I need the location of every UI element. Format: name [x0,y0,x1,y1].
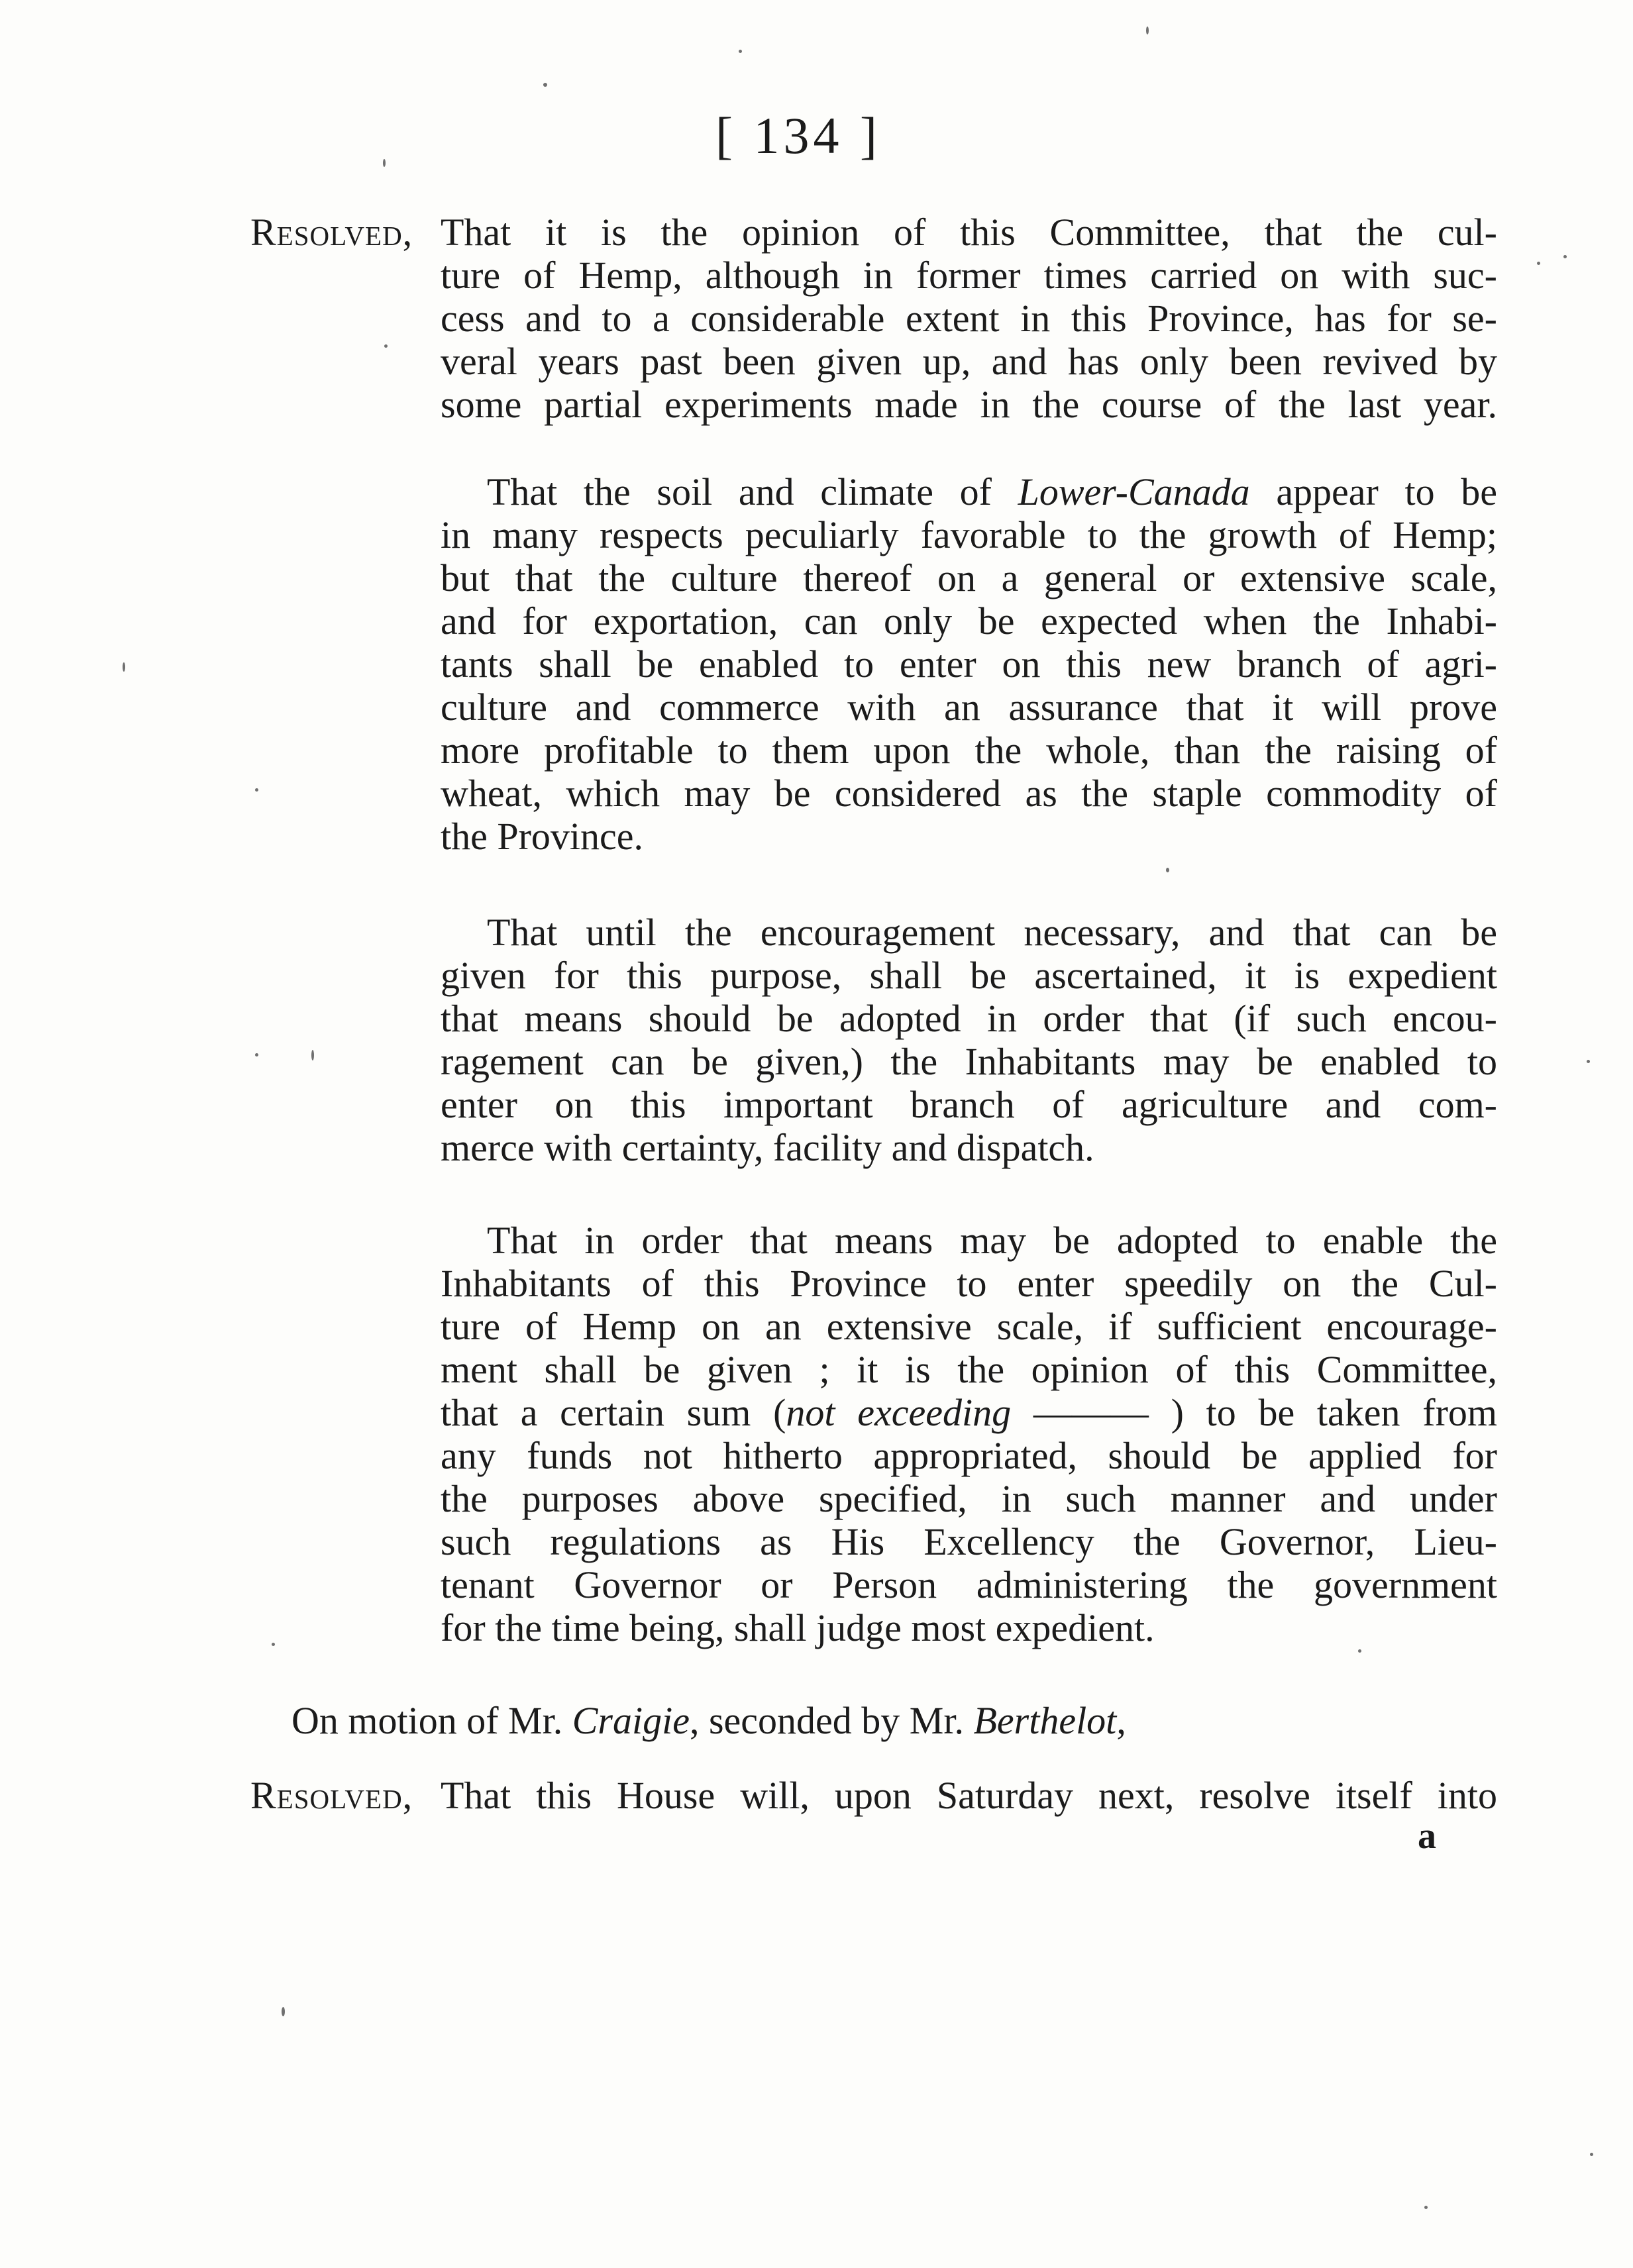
scan-speck [1537,262,1540,265]
text-line: wheat, which may be considered as the staple commodity of [441,772,1497,815]
scan-speck [1587,1060,1590,1063]
text-line: for the time being, shall judge most expedient. [441,1606,1155,1649]
text-line: in many respects peculiarly favorable to the growth of Hemp; [441,513,1497,556]
scan-speck [543,83,547,87]
text-line [291,1699,1497,1742]
scan-speck [311,1050,314,1060]
text-run: appear to be [1249,470,1498,513]
member-name: Craigie [572,1699,690,1742]
text-line: That this House will, upon Saturday next, resolve itself into [441,1774,1497,1817]
page-number: [ 134 ] [715,107,881,164]
text-line: that means should be adopted in order that (if such encou- [441,997,1497,1040]
text-line: but that the culture thereof on a general or extensive scale, [441,556,1497,599]
text-line: such regulations as His Excellency the Governor, Lieu- [441,1520,1497,1563]
text-line: more profitable to them upon the whole, than the raising of [441,729,1497,772]
text-line: any funds not hitherto appropriated, should be applied for [441,1434,1497,1477]
text-line: ture of Hemp on an extensive scale, if sufficient encourage- [441,1305,1497,1348]
resolution-paragraph-3 [441,911,1497,1169]
scan-speck [1358,1649,1361,1653]
scan-speck [255,788,258,792]
text-run: , seconded by Mr. [689,1699,974,1742]
resolution-paragraph-2 [441,470,1497,858]
text-line: culture and commerce with an assurance that it will prove [441,686,1497,729]
scan-speck [384,344,388,348]
scan-speck [123,662,125,672]
text-line: veral years past been given up, and has only been revived by [441,340,1497,383]
scan-speck [739,50,742,53]
scan-speck [1146,26,1149,34]
text-line: the purposes above specified, in such manner and under [441,1477,1497,1520]
member-name: Berthelot [973,1699,1117,1742]
place-name: Lower-Canada [1018,470,1250,513]
text-line: and for exportation, can only be expected when the Inhabi- [441,599,1497,643]
resolution-paragraph-4 [441,1219,1497,1649]
text-line: enter on this important branch of agriculture and com- [441,1083,1497,1126]
text-line: That it is the opinion of this Committee, that the cul- [441,211,1497,254]
text-run: On motion of Mr. [291,1699,572,1742]
scan-speck [1590,2153,1593,2156]
final-resolution-line [441,1774,1497,1817]
text-line: ture of Hemp, although in former times carried on with suc- [441,254,1497,297]
text-line: cess and to a considerable extent in this Province, has for se- [441,297,1497,340]
text-line: Inhabitants of this Province to enter speedily on the Cul- [441,1262,1497,1305]
text-line: some partial experiments made in the course of the last year. [441,383,1497,426]
scan-speck [272,1643,275,1646]
text-line [441,470,1497,513]
text-line: That in order that means may be adopted to enable the [487,1219,1497,1262]
text-run: that a certain sum ( [441,1391,786,1434]
scan-speck [255,1053,258,1057]
text-line: ment shall be given ; it is the opinion of this Committee, [441,1348,1497,1391]
text-run: ) to be taken from [1148,1391,1498,1434]
text-run: That the soil and climate of [487,470,1018,513]
blank-dash: ——— [1033,1391,1149,1434]
motion-line [291,1699,1497,1742]
text-line [441,1391,1497,1434]
scan-speck [383,159,386,167]
text-line: ragement can be given,) the Inhabitants may be enabled to [441,1040,1497,1083]
scan-speck [1166,868,1169,872]
resolution-paragraph-1 [441,211,1497,426]
text-line: tants shall be enabled to enter on this new branch of agri- [441,643,1497,686]
scan-speck [282,2007,285,2016]
scan-speck [1424,2206,1428,2209]
text-line: the Province. [441,815,644,858]
text-line: given for this purpose, shall be ascertained, it is expedient [441,954,1497,997]
text-line: That until the encouragement necessary, and that can be [487,911,1497,954]
italic-phrase: not exceeding [786,1391,1012,1434]
scan-speck [1563,255,1567,258]
resolved-label: Resolved, [250,1774,413,1817]
catchword: a [1418,1816,1436,1857]
text-line: tenant Governor or Person administering the government [441,1563,1497,1606]
text-line: merce with certainty, facility and dispatch. [441,1126,1094,1169]
resolved-label: Resolved, [250,211,413,254]
text-run: , [1116,1699,1126,1742]
